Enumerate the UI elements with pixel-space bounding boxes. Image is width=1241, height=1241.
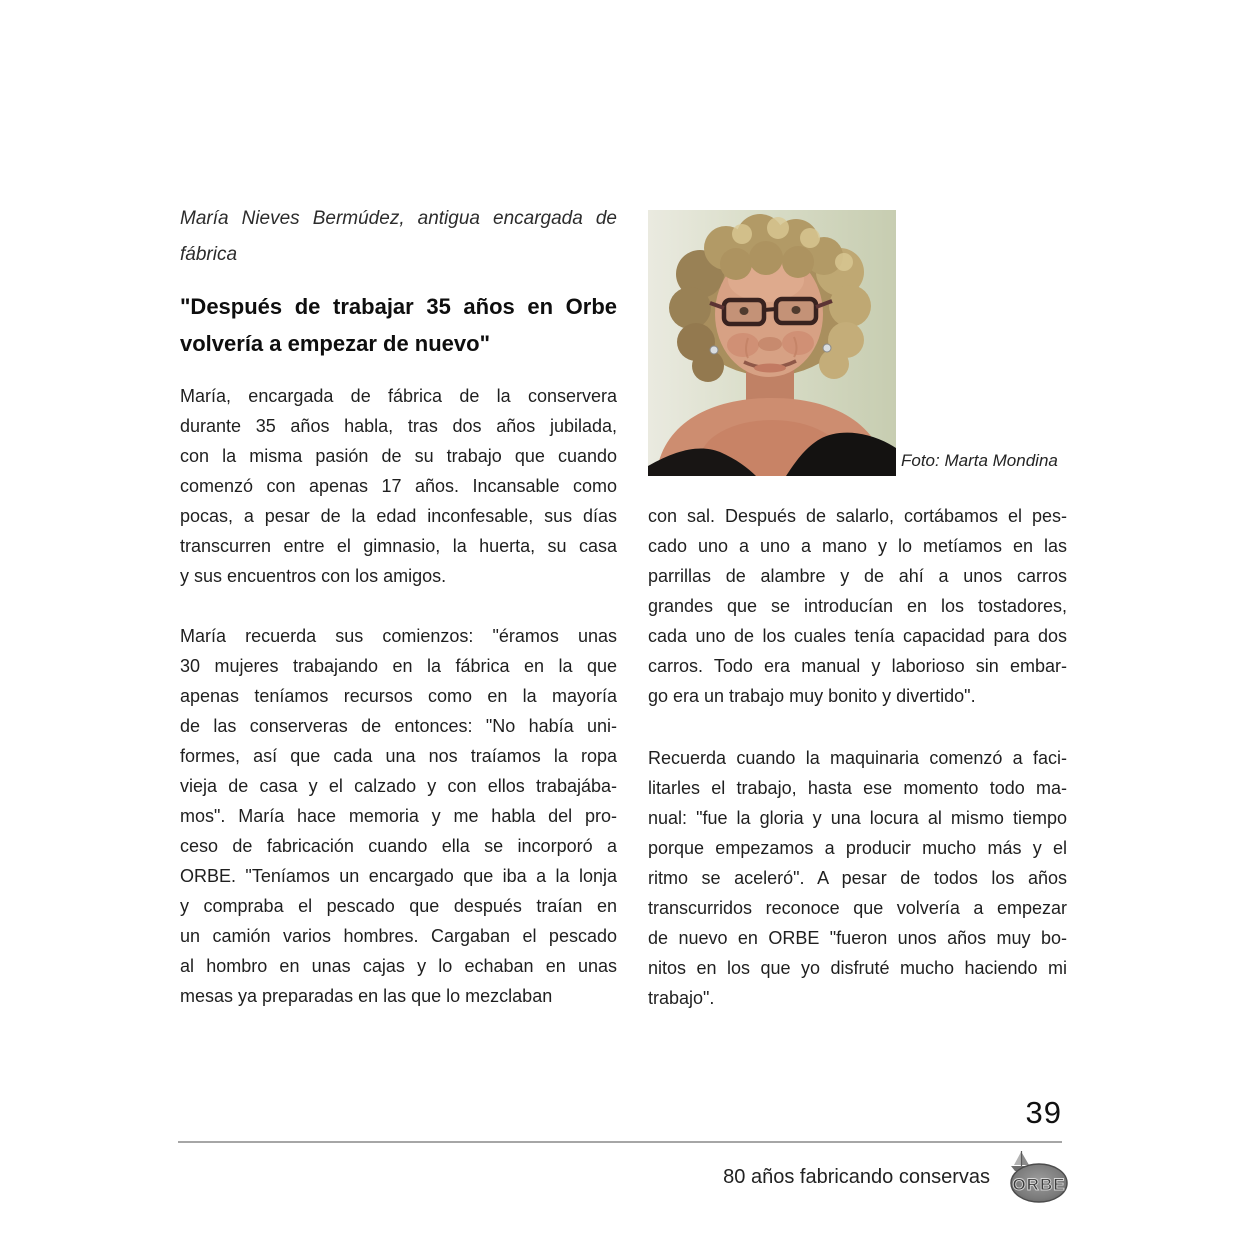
text-line: nual: "fue la gloria y una locura al mismo tiempo — [648, 808, 1067, 828]
text-line: formes, así que cada una nos traíamos la ropa — [180, 746, 617, 766]
orbe-logo — [1006, 1149, 1068, 1205]
text-line: comenzó con apenas 17 años. Incansable como — [180, 476, 617, 496]
footer — [648, 1149, 1068, 1205]
text-line: y compraba el pescado que después traían en — [180, 896, 617, 916]
text-line: 30 mujeres trabajando en la fábrica en la que — [180, 656, 617, 676]
photo-caption: Foto: Marta Mondina — [901, 451, 1058, 470]
text-line: mos". María hace memoria y me habla del pro- — [180, 806, 617, 826]
text-line: carros. Todo era manual y laborioso sin embar- — [648, 656, 1067, 676]
text-line: mesas ya preparadas en las que lo mezclaban — [180, 986, 553, 1006]
text-line: durante 35 años habla, tras dos años jubilada, — [180, 416, 617, 436]
text-line: cado uno a uno a mano y lo metíamos en las — [648, 536, 1067, 556]
text-line: María Nieves Bermúdez, antigua encargada de — [180, 208, 617, 229]
logo-text: ORBE — [1012, 1175, 1066, 1194]
right-column-paragraph-1 — [648, 501, 1067, 711]
text-line: María recuerda sus comienzos: "éramos unas — [180, 626, 617, 646]
text-line: Recuerda cuando la maquinaria comenzó a faci- — [648, 748, 1067, 768]
text-line: fábrica — [180, 244, 238, 265]
text-line: con sal. Después de salarlo, cortábamos el pes- — [648, 506, 1067, 526]
text-line: transcurridos reconoce que volvería a empezar — [648, 898, 1067, 918]
page-number: 39 — [1025, 1095, 1062, 1130]
headline — [180, 288, 617, 362]
right-column-paragraph-2 — [648, 743, 1067, 1013]
footer-tagline: 80 años fabricando conservas — [723, 1165, 990, 1188]
text-line: vieja de casa y el calzado y con ellos trabajába- — [180, 776, 617, 796]
text-line: y sus encuentros con los amigos. — [180, 566, 447, 586]
text-line: porque empezamos a producir mucho más y el — [648, 838, 1067, 858]
text-line: de nuevo en ORBE "fueron unos años muy bo- — [648, 928, 1067, 948]
text-line: trabajo". — [648, 988, 715, 1008]
text-line: de las conserveras de entonces: "No había uni- — [180, 716, 617, 736]
text-line: litarles el trabajo, hasta ese momento todo ma- — [648, 778, 1067, 798]
text-line: cada uno de los cuales tenía capacidad para dos — [648, 626, 1067, 646]
footer-divider — [178, 1141, 1062, 1143]
text-line: con la misma pasión de su trabajo que cuando — [180, 446, 617, 466]
text-line: un camión varios hombres. Cargaban el pescado — [180, 926, 617, 946]
text-line: parrillas de alambre y de ahí a unos carros — [648, 566, 1067, 586]
text-line: nitos en los que yo disfruté mucho haciendo mi — [648, 958, 1067, 978]
text-line: transcurren entre el gimnasio, la huerta, su casa — [180, 536, 617, 556]
text-line: grandes que se introducían en los tostadores, — [648, 596, 1067, 616]
earring-left — [710, 346, 718, 354]
text-line: ritmo se aceleró". A pesar de todos los años — [648, 868, 1067, 888]
text-line: ceso de fabricación cuando ella se incorporó a — [180, 836, 617, 856]
earring-right — [823, 344, 831, 352]
text-line: María, encargada de fábrica de la conservera — [180, 386, 617, 406]
text-line: al hombro en unas cajas y lo echaban en unas — [180, 956, 617, 976]
byline — [180, 201, 617, 273]
portrait-illustration — [648, 210, 896, 476]
left-column-paragraph-2 — [180, 621, 617, 1011]
text-line: volvería a empezar de nuevo" — [180, 331, 491, 356]
text-line: ORBE. "Teníamos un encargado que iba a la lonja — [180, 866, 617, 886]
text-line: "Después de trabajar 35 años en Orbe — [180, 294, 617, 319]
text-line: go era un trabajo muy bonito y divertido". — [648, 686, 976, 706]
portrait-photo — [648, 210, 896, 476]
left-column-paragraph-1 — [180, 381, 617, 591]
text-line: apenas teníamos recursos como en la mayoría — [180, 686, 617, 706]
text-line: pocas, a pesar de la edad inconfesable, sus días — [180, 506, 617, 526]
